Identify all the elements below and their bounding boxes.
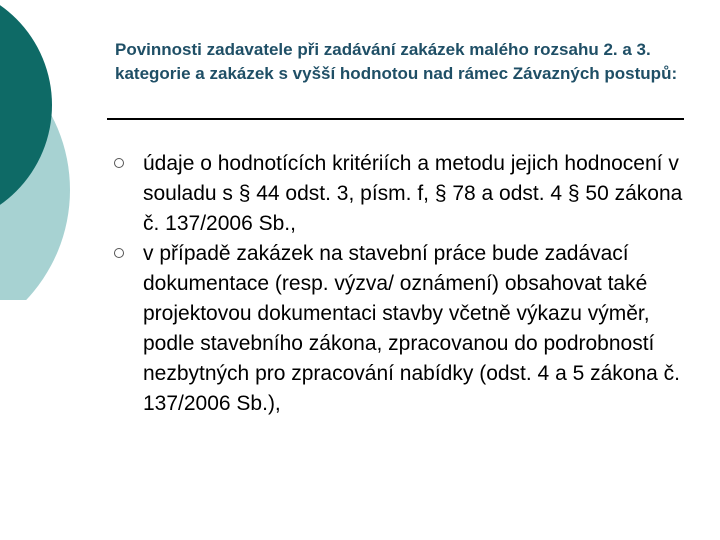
bullet-item (114, 239, 684, 419)
decorative-circles (0, 0, 80, 300)
bullet-item (114, 149, 684, 239)
bullet-list (114, 149, 684, 419)
bullet-text: v případě zakázek na stavební práce bude zadávací dokumentace (resp. výzva/ oznámení) obsahovat také projektovou dokumentaci stavby včetně výkazu výměr, podle stavebního zákona, zpracovanou do podrobností nezbytných pro zpracování nabídky (odst. 4 a 5 zákona č. 137/2006 Sb.), (143, 242, 680, 415)
hollow-circle-bullet-icon (114, 158, 124, 168)
slide-title: Povinnosti zadavatele při zadávání zakázek malého rozsahu 2. a 3. kategorie a zakázek s vyšší hodnotou nad rámec Závazných postupů: (115, 40, 678, 83)
bullet-text: údaje o hodnotících kritériích a metodu jejich hodnocení v souladu s § 44 odst. 3, písm. f, § 78 a odst. 4 § 50 zákona č. 137/2006 Sb., (143, 152, 683, 235)
title-divider (107, 118, 684, 120)
hollow-circle-bullet-icon (114, 248, 124, 258)
